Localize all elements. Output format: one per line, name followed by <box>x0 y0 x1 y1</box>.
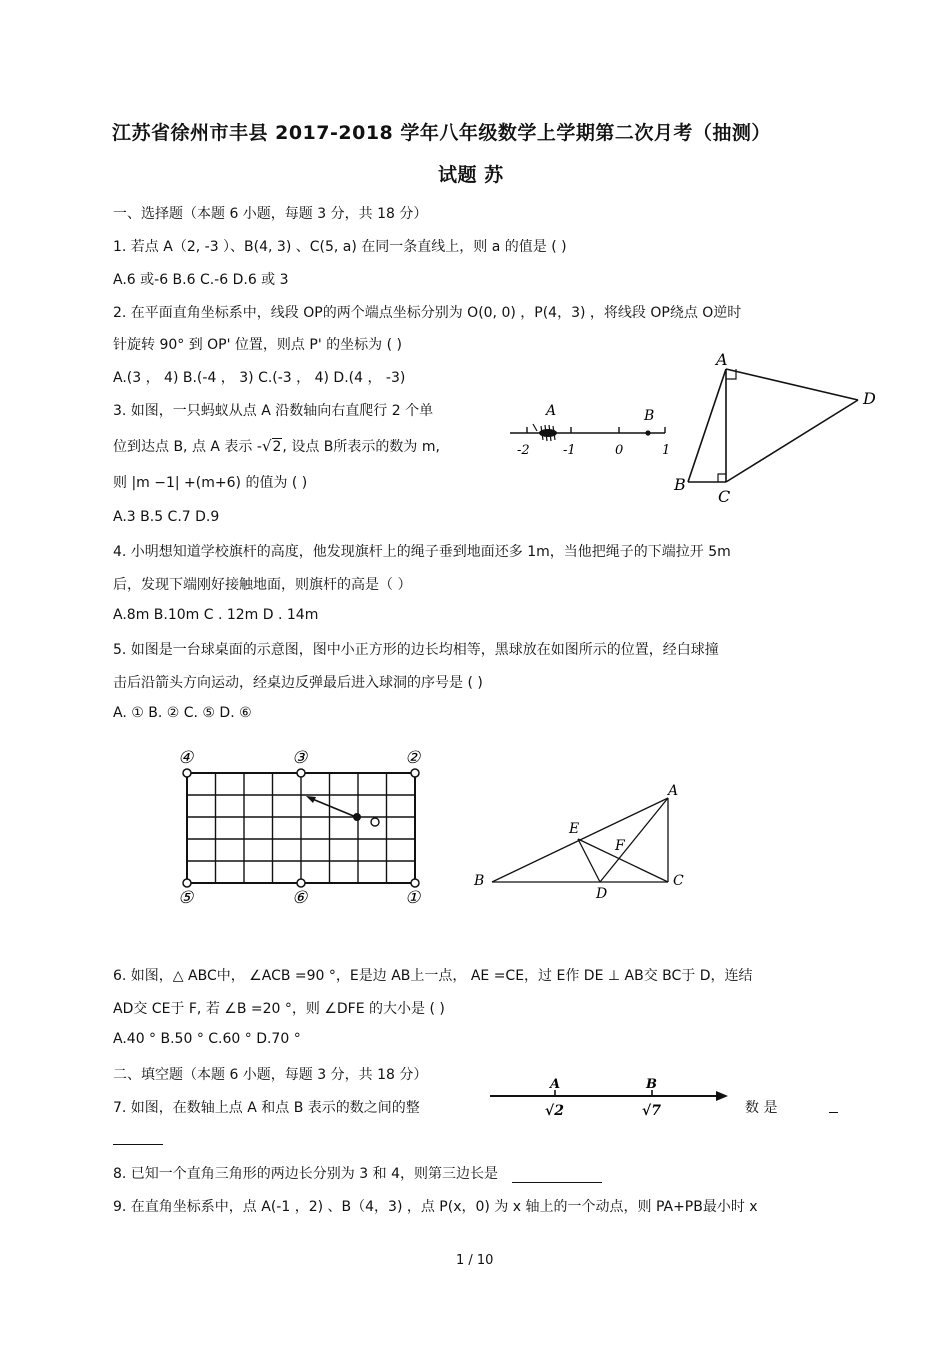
q7-stem: 7. 如图，在数轴上点 A 和点 B 表示的数之间的整 <box>113 1100 420 1116</box>
path-arrow <box>310 798 356 817</box>
q7-blank <box>113 1144 163 1145</box>
q8-stem <box>113 1163 602 1183</box>
q5-options: A. ① B. ② C. ⑤ D. ⑥ <box>113 705 252 721</box>
label-tri-F: F <box>615 838 625 854</box>
label-tri-E: E <box>569 821 580 837</box>
q3-line3: 则 |m −1| +(m+6) 的值为 ( ) <box>113 475 308 491</box>
ant-number-line-figure <box>505 398 680 460</box>
label-quad-D: D <box>863 389 876 408</box>
point-B-dot <box>645 430 650 435</box>
q5-line2: 击后沿箭头方向运动，经桌边反弹最后进入球洞的序号是 ( ) <box>113 675 483 691</box>
white-ball <box>371 818 379 826</box>
label-q7-B: B <box>646 1077 657 1092</box>
arrowhead-icon <box>306 796 316 803</box>
q8-text: 8. 已知一个直角三角形的两边长分别为 3 和 4，则第三边长是 <box>113 1166 498 1182</box>
q1-stem: 1. 若点 A（2, -3 ）、B(4, 3) 、C(5, a) 在同一条直线上，则 a 的值是 ( ) <box>113 239 567 255</box>
triangle-figure <box>470 780 695 905</box>
label-q7-A: A <box>550 1077 561 1092</box>
label-quad-C: C <box>718 487 731 506</box>
pocket-label-4: ④ <box>178 748 194 768</box>
pocket-label-2: ② <box>405 748 421 768</box>
label-tri-C: C <box>673 873 684 889</box>
q7-tail: 数 是 <box>745 1100 778 1116</box>
pocket-label-6: ⑥ <box>292 888 308 908</box>
label-quad-A: A <box>716 350 728 369</box>
label-tri-B: B <box>474 873 485 889</box>
q4-options: A.8m B.10m C . 12m D . 14m <box>113 607 319 623</box>
q3-line2-part-a: 位到达点 B, 点 A 表示 - <box>113 439 262 455</box>
section-heading-fill: 二、填空题（本题 6 小题，每题 3 分，共 18 分） <box>113 1067 428 1083</box>
value-q7-A: √2 <box>545 1103 564 1119</box>
q3-sqrt-radicand: 2 <box>272 439 282 455</box>
black-ball <box>353 813 361 821</box>
q2-line2: 针旋转 90° 到 OP' 位置，则点 P' 的坐标为 ( ) <box>113 337 402 353</box>
label-ant-B: B <box>644 408 655 424</box>
q2-options: A.(3 ， 4) B.(-4 ， 3) C.(-3 ， 4) D.(4 ， -3) <box>113 370 406 386</box>
q6-options: A.40 ° B.50 ° C.60 ° D.70 ° <box>113 1031 301 1047</box>
quadrilateral-figure <box>660 345 885 510</box>
q6-line2: AD交 CE于 F, 若 ∠B =20 °，则 ∠DFE 的大小是 ( ) <box>113 1001 445 1017</box>
section-heading-choice: 一、选择题（本题 6 小题，每题 3 分，共 18 分） <box>113 206 428 222</box>
label-ant-A: A <box>546 403 557 419</box>
pool-table-figure <box>170 745 430 910</box>
pocket-label-3: ③ <box>292 748 308 768</box>
number-line-arrow-icon <box>716 1091 728 1101</box>
sqrt-sign: √ <box>261 437 272 455</box>
q4-line1: 4. 小明想知道学校旗杆的高度，他发现旗杆上的绳子垂到地面还多 1m，当他把绳子的下端拉开 5m <box>113 544 731 560</box>
q6-line1: 6. 如图，△ ABC中， ∠ACB =90 °，E是边 AB上一点， AE =CE，过 E作 DE ⊥ AB交 BC于 D，连结 <box>113 968 753 984</box>
tick-0: 0 <box>615 443 624 458</box>
value-q7-B: √7 <box>642 1103 661 1119</box>
label-tri-A: A <box>668 783 679 799</box>
q3-line2 <box>113 436 440 456</box>
page-title-line2: 试题 苏 <box>438 164 504 186</box>
tick-minus-1: -1 <box>563 443 576 458</box>
q8-blank <box>512 1166 602 1183</box>
tick-1: 1 <box>662 443 671 458</box>
q3-line2-part-b: , 设点 B所表示的数为 m, <box>282 439 440 455</box>
q1-options: A.6 或-6 B.6 C.-6 D.6 或 3 <box>113 272 289 288</box>
label-quad-B: B <box>674 475 686 494</box>
pocket-label-5: ⑤ <box>178 888 194 908</box>
q7-blank-end <box>829 1112 838 1113</box>
q3-options: A.3 B.5 C.7 D.9 <box>113 509 220 525</box>
q4-line2: 后，发现下端刚好接触地面，则旗杆的高是（ ） <box>113 577 412 593</box>
q3-line1: 3. 如图，一只蚂蚁从点 A 沿数轴向右直爬行 2 个单 <box>113 403 434 419</box>
label-tri-D: D <box>596 886 608 902</box>
q5-line1: 5. 如图是一台球桌面的示意图，图中小正方形的边长均相等，黑球放在如图所示的位置，经白球撞 <box>113 642 719 658</box>
q7-number-line-figure <box>488 1075 733 1123</box>
page-title-line1: 江苏省徐州市丰县 2017-2018 学年八年级数学上学期第二次月考（抽测） <box>112 122 771 144</box>
q2-line1: 2. 在平面直角坐标系中，线段 OP的两个端点坐标分别为 O(0, 0) ，P(4，3) ，将线段 OP绕点 O逆时 <box>113 305 742 321</box>
pocket-label-1: ① <box>405 888 421 908</box>
q9-stem: 9. 在直角坐标系中，点 A(-1 ，2) 、B（4，3) ，点 P(x，0) 为 x 轴上的一个动点，则 PA+PB最小时 x <box>113 1199 758 1215</box>
page-number: 1 / 10 <box>456 1253 494 1268</box>
tick-minus-2: -2 <box>517 443 530 458</box>
